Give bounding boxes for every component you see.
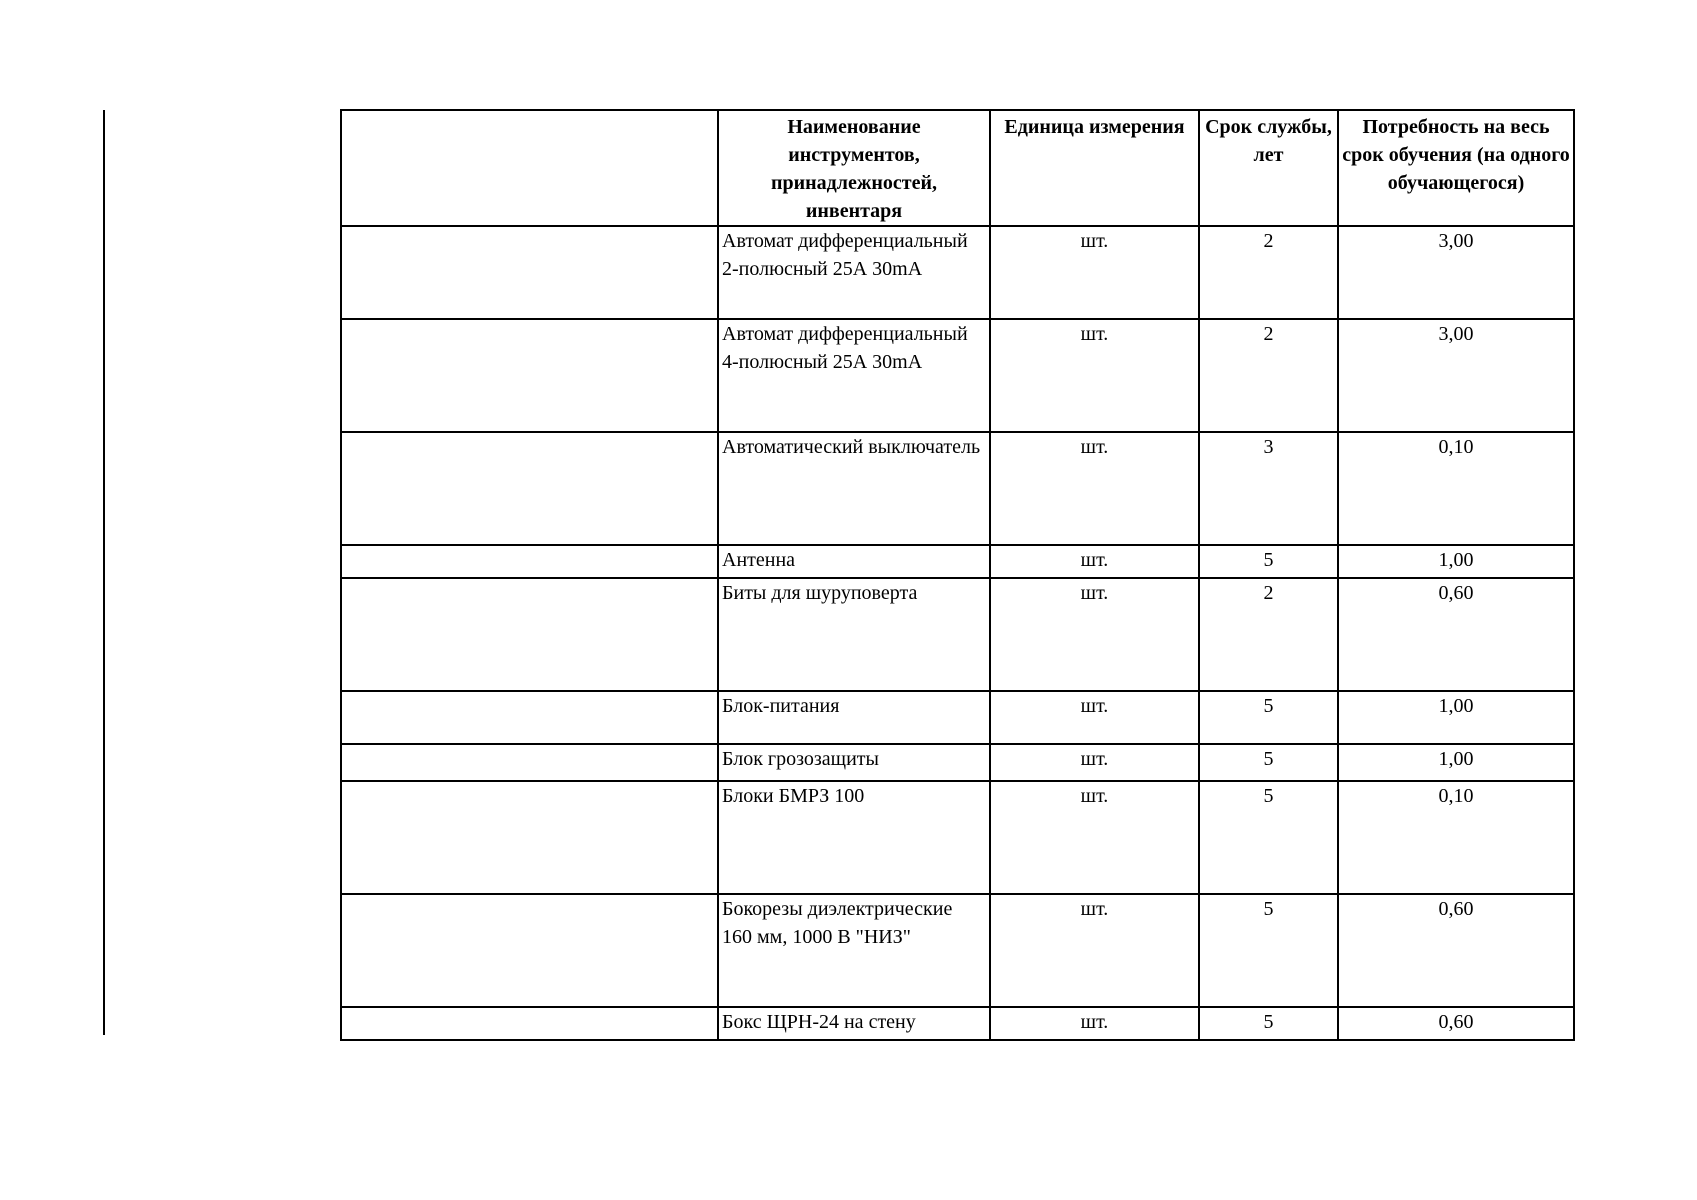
cell-unit: шт.	[990, 545, 1199, 578]
cell-unit: шт.	[990, 1007, 1199, 1040]
cell-service-life: 2	[1199, 226, 1338, 319]
cell-item-name: Блок-питания	[718, 691, 990, 744]
table-header-row	[341, 110, 1574, 226]
cell-service-life: 2	[1199, 319, 1338, 432]
cell-need: 1,00	[1338, 545, 1574, 578]
table-row	[341, 744, 1574, 781]
cell-service-life: 5	[1199, 781, 1338, 894]
cell-unit: шт.	[990, 578, 1199, 691]
cell-item-name: Бокорезы диэлектрические 160 мм, 1000 В "НИЗ"	[718, 894, 990, 1007]
cell-item-name: Блоки БМРЗ 100	[718, 781, 990, 894]
cell-item-name: Автоматический выключатель	[718, 432, 990, 545]
table-row	[341, 319, 1574, 432]
table-row	[341, 226, 1574, 319]
cell-empty	[341, 894, 718, 1007]
table-row	[341, 545, 1574, 578]
cell-empty	[341, 226, 718, 319]
cell-unit: шт.	[990, 894, 1199, 1007]
cell-item-name: Бокс ЩРН-24 на стену	[718, 1007, 990, 1040]
equipment-requirements-table	[340, 109, 1575, 1041]
cell-service-life: 5	[1199, 1007, 1338, 1040]
cell-need: 0,10	[1338, 781, 1574, 894]
cell-empty	[341, 319, 718, 432]
cell-need: 0,60	[1338, 1007, 1574, 1040]
cell-need: 3,00	[1338, 226, 1574, 319]
cell-service-life: 5	[1199, 691, 1338, 744]
cell-empty	[341, 781, 718, 894]
table-row	[341, 432, 1574, 545]
cell-item-name: Автомат дифференциальный 4-полюсный 25А 30mA	[718, 319, 990, 432]
table-row	[341, 691, 1574, 744]
cell-unit: шт.	[990, 432, 1199, 545]
cell-service-life: 5	[1199, 894, 1338, 1007]
cell-empty	[341, 1007, 718, 1040]
page-margin-line	[103, 110, 105, 1035]
cell-need: 1,00	[1338, 744, 1574, 781]
cell-empty	[341, 691, 718, 744]
cell-unit: шт.	[990, 319, 1199, 432]
cell-unit: шт.	[990, 226, 1199, 319]
cell-empty	[341, 744, 718, 781]
header-name: Наименование инструментов, принадлежностей, инвентаря	[718, 110, 990, 226]
header-unit: Единица измерения	[990, 110, 1199, 226]
cell-unit: шт.	[990, 781, 1199, 894]
cell-item-name: Биты для шуруповерта	[718, 578, 990, 691]
cell-need: 1,00	[1338, 691, 1574, 744]
cell-empty	[341, 432, 718, 545]
cell-need: 0,10	[1338, 432, 1574, 545]
header-empty	[341, 110, 718, 226]
header-need: Потребность на весь срок обучения (на одного обучающегося)	[1338, 110, 1574, 226]
cell-unit: шт.	[990, 691, 1199, 744]
cell-item-name: Автомат дифференциальный 2-полюсный 25А 30mA	[718, 226, 990, 319]
table-row	[341, 1007, 1574, 1040]
cell-empty	[341, 545, 718, 578]
table-row	[341, 894, 1574, 1007]
cell-service-life: 5	[1199, 744, 1338, 781]
cell-service-life: 2	[1199, 578, 1338, 691]
table-row	[341, 578, 1574, 691]
cell-service-life: 5	[1199, 545, 1338, 578]
cell-need: 0,60	[1338, 894, 1574, 1007]
table-row	[341, 781, 1574, 894]
cell-empty	[341, 578, 718, 691]
cell-need: 3,00	[1338, 319, 1574, 432]
cell-item-name: Антенна	[718, 545, 990, 578]
cell-service-life: 3	[1199, 432, 1338, 545]
cell-unit: шт.	[990, 744, 1199, 781]
cell-need: 0,60	[1338, 578, 1574, 691]
header-service-life: Срок службы, лет	[1199, 110, 1338, 226]
cell-item-name: Блок грозозащиты	[718, 744, 990, 781]
